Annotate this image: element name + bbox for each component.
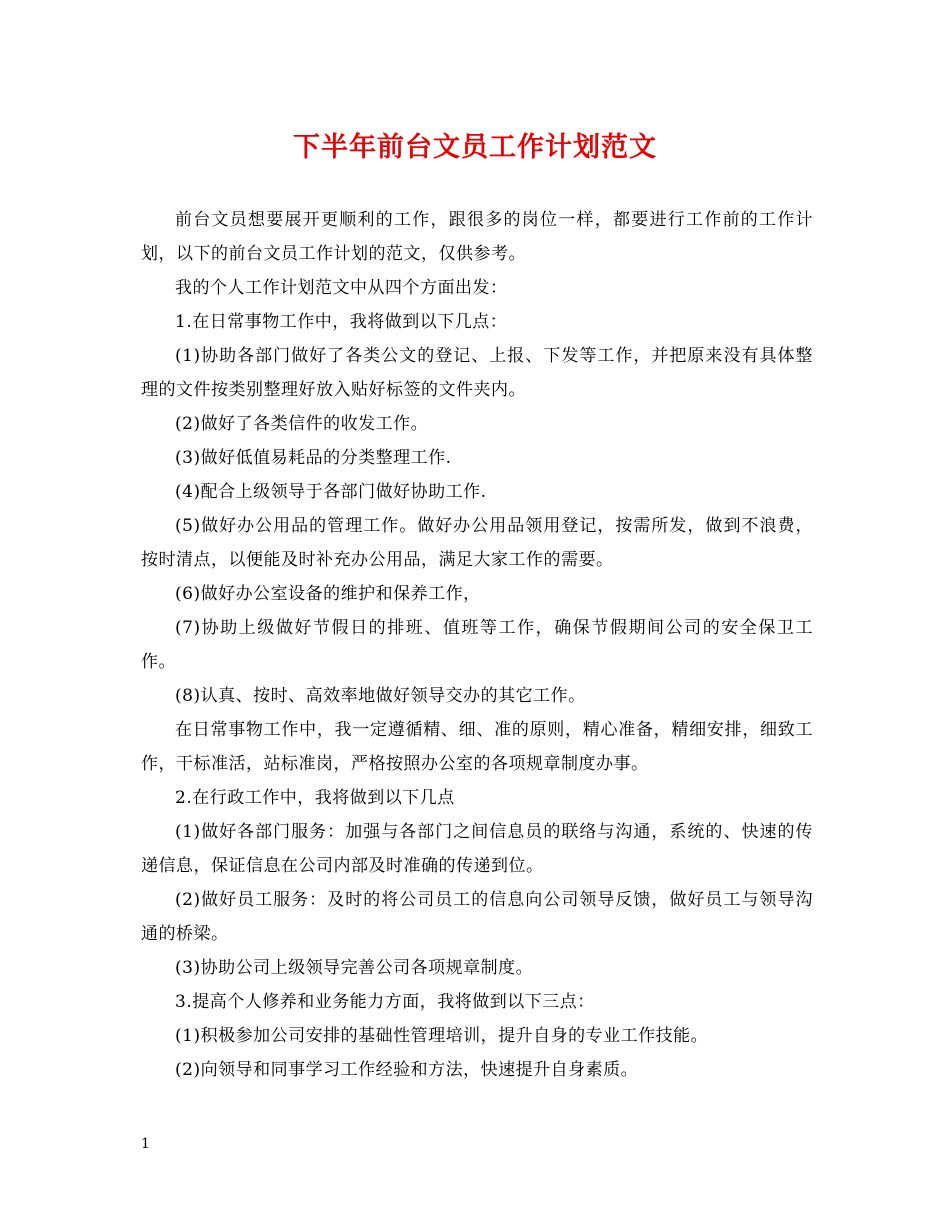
document-title: 下半年前台文员工作计划范文 xyxy=(293,132,657,163)
section-heading: 2.在行政工作中，我将做到以下几点 xyxy=(175,788,455,808)
paragraph: 在日常事物工作中，我一定遵循精、细、准的原则，精心准备，精细安排，细致工作，干标准活，站标准岗，严格按照办公室的各项规章制度办事。 xyxy=(141,720,813,774)
list-item: (6)做好办公室设备的维护和保养工作， xyxy=(175,584,481,604)
document-body xyxy=(141,203,813,1087)
section-heading: 1.在日常事物工作中，我将做到以下几点： xyxy=(175,312,508,332)
list-item: (1)做好各部门服务：加强与各部门之间信息员的联络与沟通，系统的、快速的传递信息，保证信息在公司内部及时准确的传递到位。 xyxy=(141,822,813,876)
list-item: (5)做好办公用品的管理工作。做好办公用品领用登记，按需所发，做到不浪费，按时清点，以便能及时补充办公用品，满足大家工作的需要。 xyxy=(141,516,813,570)
list-item: (4)配合上级领导于各部门做好协助工作. xyxy=(175,482,487,502)
list-item: (2)做好员工服务：及时的将公司员工的信息向公司领导反馈，做好员工与领导沟通的桥梁。 xyxy=(141,890,813,944)
list-item: (3)协助公司上级领导完善公司各项规章制度。 xyxy=(175,958,534,978)
list-item: (2)向领导和同事学习工作经验和方法，快速提升自身素质。 xyxy=(175,1060,639,1080)
list-item: (2)做好了各类信件的收发工作。 xyxy=(175,414,429,434)
list-item: (7)协助上级做好节假日的排班、值班等工作，确保节假期间公司的安全保卫工作。 xyxy=(141,618,813,672)
list-item: (1)协助各部门做好了各类公文的登记、上报、下发等工作，并把原来没有具体整理的文件按类别整理好放入贴好标签的文件夹内。 xyxy=(141,346,813,400)
section-heading: 3.提高个人修养和业务能力方面，我将做到以下三点： xyxy=(175,992,595,1012)
list-item: (8)认真、按时、高效率地做好领导交办的其它工作。 xyxy=(175,686,586,706)
paragraph: 我的个人工作计划范文中从四个方面出发： xyxy=(175,278,508,298)
list-item: (1)积极参加公司安排的基础性管理培训，提升自身的专业工作技能。 xyxy=(175,1026,709,1046)
page-number: 1 xyxy=(141,1136,150,1152)
paragraph: 前台文员想要展开更顺利的工作，跟很多的岗位一样，都要进行工作前的工作计划，以下的前台文员工作计划的范文，仅供参考。 xyxy=(141,210,813,264)
list-item: (3)做好低值易耗品的分类整理工作. xyxy=(175,448,452,468)
